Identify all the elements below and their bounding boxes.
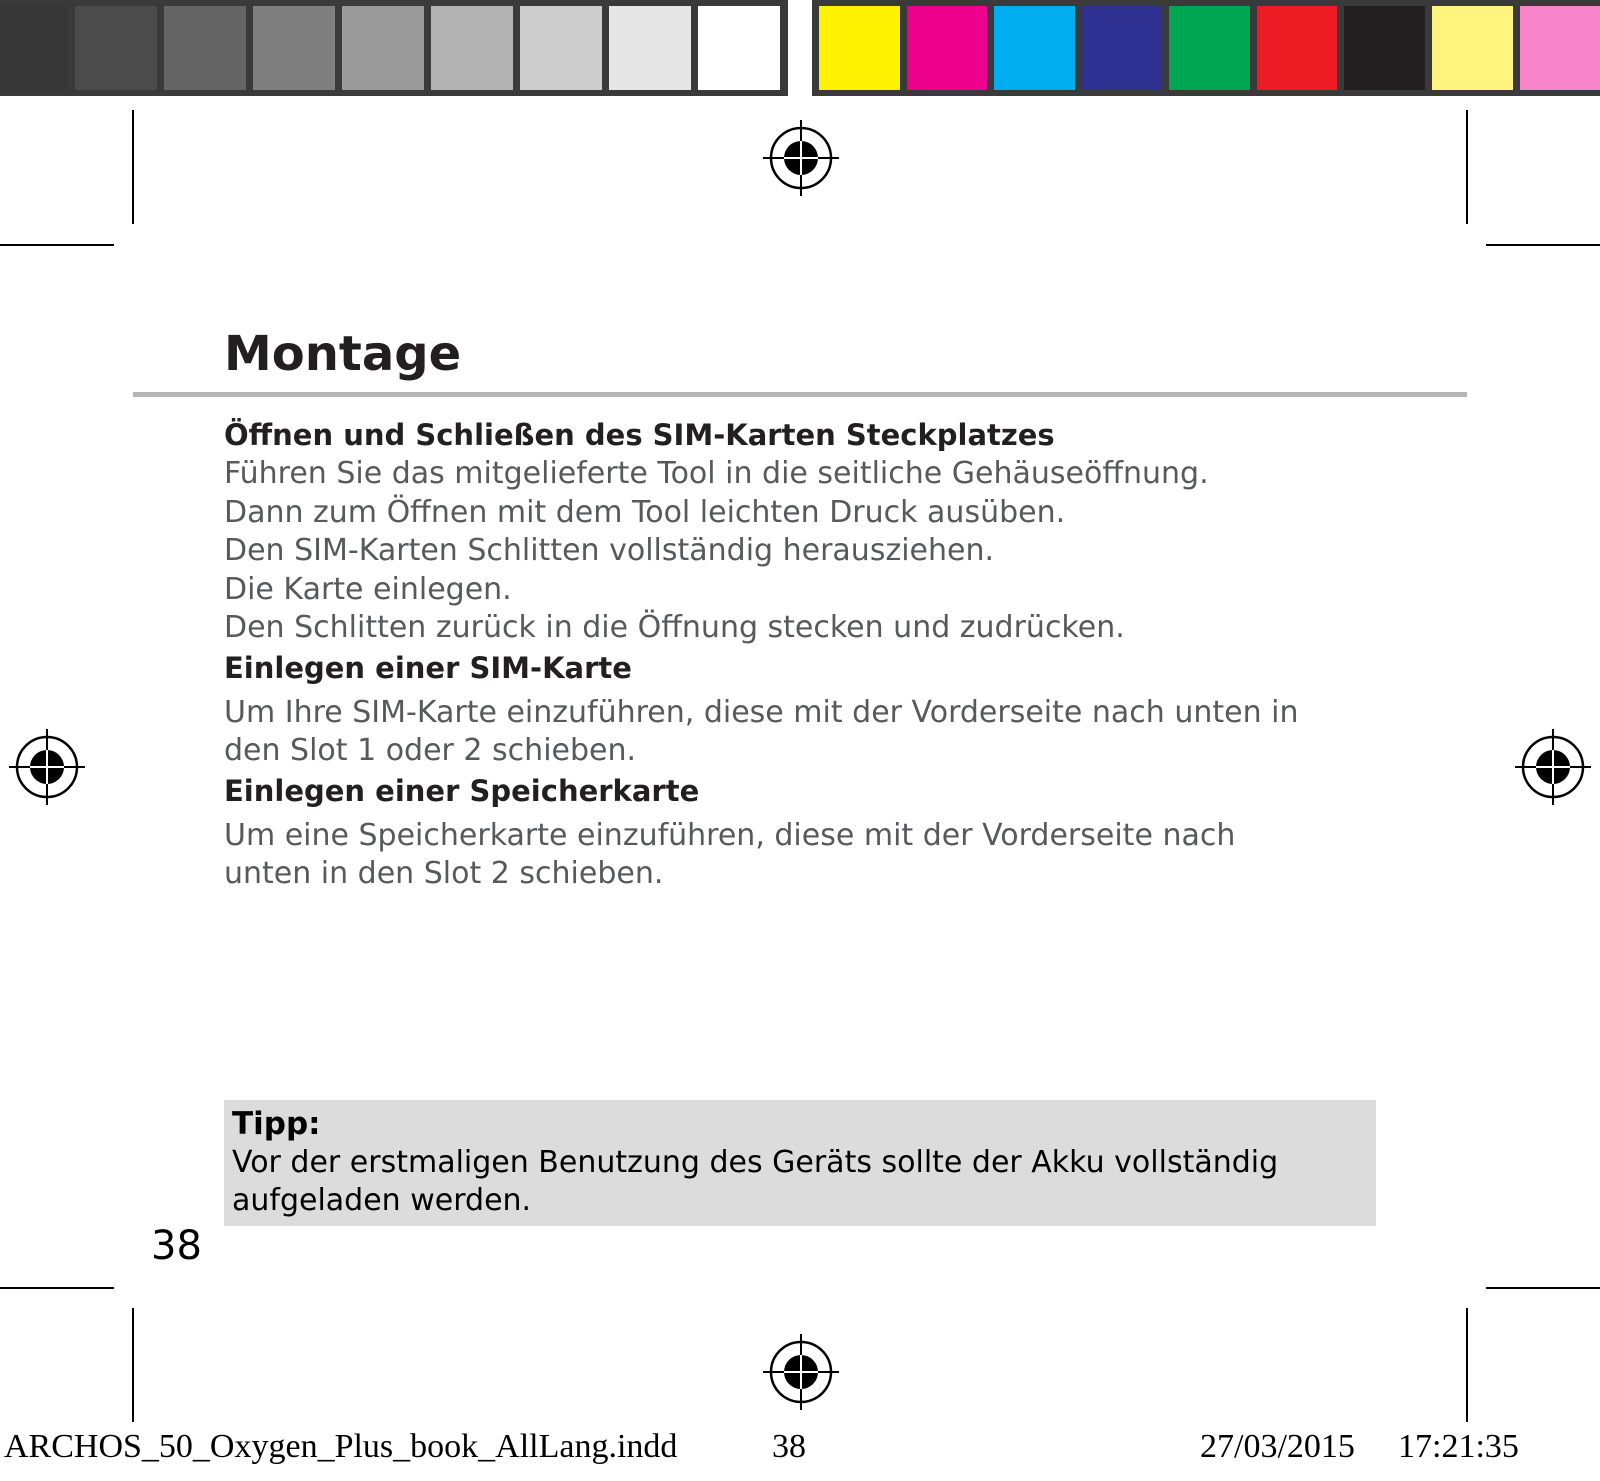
color-swatch — [0, 6, 68, 90]
crop-mark — [1466, 1308, 1468, 1422]
section-heading: Öffnen und Schließen des SIM-Karten Steckplatzes — [224, 418, 1055, 452]
body-line: unten in den Slot 2 schieben. — [224, 856, 664, 891]
tip-box — [224, 1100, 1376, 1226]
tip-label: Tipp: — [232, 1106, 321, 1142]
color-swatch — [1169, 6, 1250, 90]
crop-mark — [0, 244, 114, 246]
tip-line: aufgeladen werden. — [232, 1183, 532, 1218]
crop-mark — [1486, 244, 1600, 246]
section-heading: Einlegen einer Speicherkarte — [224, 773, 700, 808]
section-heading: Einlegen einer SIM-Karte — [224, 650, 632, 685]
body-line: Den SIM-Karten Schlitten vollständig herausziehen. — [224, 533, 995, 568]
crop-mark — [1466, 110, 1468, 224]
content-body — [224, 415, 1424, 894]
title-divider — [133, 392, 1467, 397]
color-swatch — [520, 6, 602, 90]
color-swatch — [1082, 6, 1163, 90]
slug-time: 17:21:35 — [1398, 1428, 1519, 1465]
body-line: Dann zum Öffnen mit dem Tool leichten Druck ausüben. — [224, 494, 1066, 530]
crop-mark — [132, 110, 134, 224]
body-line: Führen Sie das mitgelieferte Tool in die seitliche Gehäuseöffnung. — [224, 456, 1209, 491]
color-swatch — [1257, 6, 1338, 90]
color-swatch — [907, 6, 988, 90]
slug-page: 38 — [772, 1428, 806, 1465]
color-swatch — [431, 6, 513, 90]
body-line: Um Ihre SIM-Karte einzuführen, diese mit der Vorderseite nach unten in — [224, 694, 1299, 730]
grayscale-color-bar — [0, 0, 788, 96]
section-sim-card — [224, 648, 1424, 771]
color-swatch — [75, 6, 157, 90]
crop-mark — [1486, 1287, 1600, 1289]
color-swatch — [1520, 6, 1600, 90]
color-swatch — [342, 6, 424, 90]
crop-mark — [0, 1287, 114, 1289]
registration-mark-icon — [761, 118, 841, 198]
body-line: Um eine Speicherkarte einzuführen, diese mit der Vorderseite nach — [224, 817, 1236, 853]
section-sim-slot — [224, 415, 1424, 648]
color-swatch — [994, 6, 1075, 90]
body-line: Den Schlitten zurück in die Öffnung stecken und zudrücken. — [224, 610, 1125, 645]
color-swatch — [1344, 6, 1425, 90]
registration-mark-icon — [7, 727, 87, 807]
page-number: 38 — [151, 1223, 202, 1269]
tip-line: Vor der erstmaligen Benutzung des Geräts sollte der Akku vollständig — [232, 1145, 1279, 1180]
color-swatch — [253, 6, 335, 90]
section-memory-card — [224, 771, 1424, 894]
crop-mark — [132, 1308, 134, 1422]
process-color-bar — [812, 0, 1600, 96]
color-swatch — [1432, 6, 1513, 90]
color-swatch — [819, 6, 900, 90]
slug-file: ARCHOS_50_Oxygen_Plus_book_AllLang.indd — [4, 1428, 678, 1465]
registration-mark-icon — [1513, 727, 1593, 807]
slug-date: 27/03/2015 — [1200, 1428, 1355, 1465]
page-title: Montage — [224, 326, 462, 382]
color-swatch — [164, 6, 246, 90]
color-swatch — [698, 6, 780, 90]
color-swatch — [609, 6, 691, 90]
registration-mark-icon — [761, 1332, 841, 1412]
body-line: Die Karte einlegen. — [224, 571, 512, 607]
body-line: den Slot 1 oder 2 schieben. — [224, 733, 637, 768]
